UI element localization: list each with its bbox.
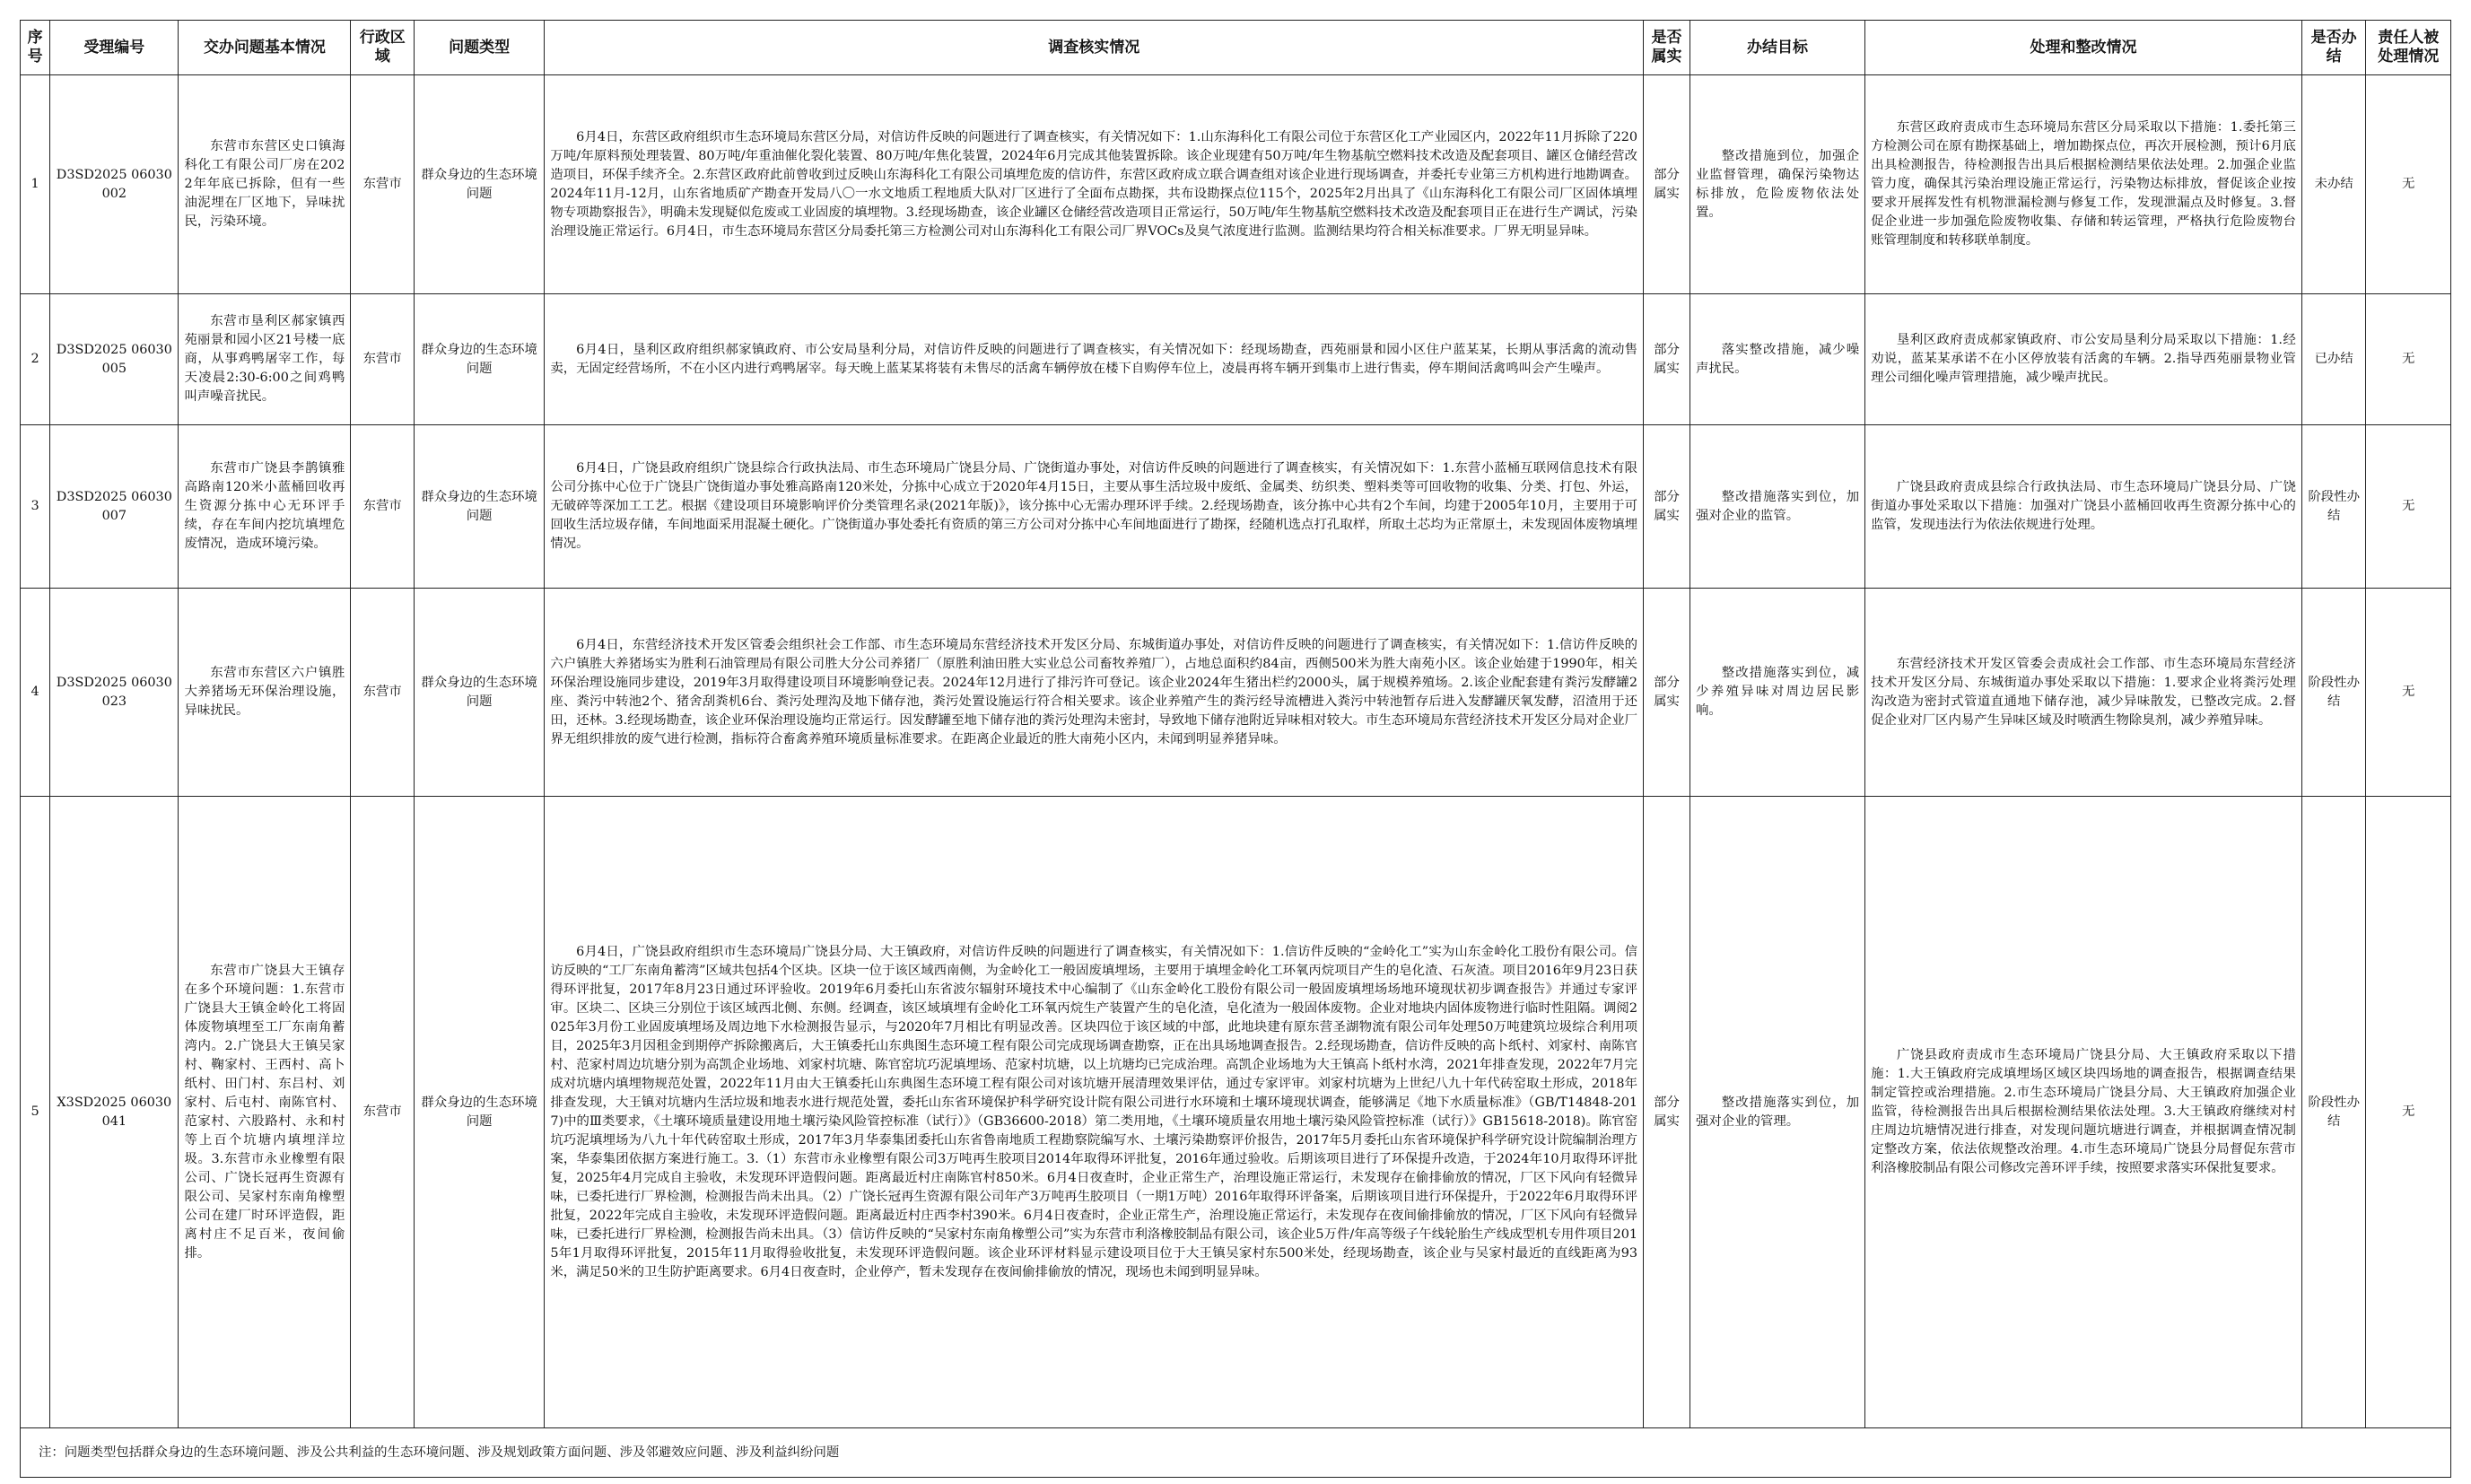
- cell-accountability: 无: [2366, 589, 2451, 797]
- cell-handling: 东营经济技术开发区管委会责成社会工作部、市生态环境局东营经济技术开发区分局、东城街道办事处采取以下措施：1.要求企业将粪污处理沟改造为密封式管道直通地下储存池，减少异味散发，已整改完成。2.督促企业对厂区内易产生异味区域及时喷洒生物除臭剂，减少养殖异味。: [1865, 589, 2302, 797]
- cell-done: 阶段性办结: [2301, 589, 2366, 797]
- table-row: [21, 294, 2451, 425]
- header-investigation: 调查核实情况: [545, 21, 1644, 75]
- cell-handling: 广饶县政府责成市生态环境局广饶县分局、大王镇政府采取以下措施：1.大王镇政府完成填埋场区域区块四场地的调查报告，根据调查结果制定管控或治理措施。2.市生态环境局广饶县分局、大王镇政府加强企业监管，待检测报告出具后根据检测结果依法处理。3.大王镇政府继续对村庄周边坑塘情况进行排查，对发现问题坑塘进行调查，并根据调查情况制定整改方案，依法依规整改治理。4.市生态环境局广饶县分局督促东营市利洛橡胶制品有限公司修改完善环评手续，按照要求落实环保批复要求。: [1865, 797, 2302, 1428]
- cell-verified: 部分属实: [1644, 294, 1690, 425]
- header-verified: 是否属实: [1644, 21, 1690, 75]
- cell-goal: 整改措施落实到位，加强对企业的监管。: [1690, 425, 1864, 589]
- cell-investigation: 6月4日，东营经济技术开发区管委会组织社会工作部、市生态环境局东营经济技术开发区分局、东城街道办事处，对信访件反映的问题进行了调查核实，有关情况如下：1.信访件反映的六户镇胜大养猪场实为胜利石油管理局有限公司胜大分公司养猪厂（原胜利油田胜大实业总公司畜牧养殖厂），占地总面积约84亩，西侧500米为胜大南苑小区。该企业始建于1990年，相关环保治理设施同步建设，2019年3月取得建设项目环境影响登记表。2024年12月进行了排污许可登记。该企业2024年生猪出栏约2000头，属于规模养殖场。2.该企业配套建有粪污发酵罐2座、粪污中转池2个、猪舍刮粪机6台、粪污处理沟及地下储存池，粪污处置设施运行符合相关要求。该企业养殖产生的粪污经导流槽进入粪污中转池暂存后进入发酵罐厌氧发酵，沼渣用于还田，还林。3.经现场勘查，该企业环保治理设施均正常运行。因发酵罐至地下储存池的粪污处理沟未密封，导致地下储存池附近异味相对较大。市生态环境局东营经济技术开发区分局对企业厂界无组织排放的废气进行检测，指标符合畜禽养殖环境质量标准要求。在距离企业最近的胜大南苑小区内，未闻到明显养猪异味。: [545, 589, 1644, 797]
- cell-goal: 整改措施落实到位，减少养殖异味对周边居民影响。: [1690, 589, 1864, 797]
- cell-verified: 部分属实: [1644, 425, 1690, 589]
- cell-type: 群众身边的生态环境问题: [415, 294, 545, 425]
- cell-issue: 东营市东营区史口镇海科化工有限公司厂房在2022年年底已拆除，但有一些油泥埋在厂区地下，异味扰民，污染环境。: [179, 75, 351, 294]
- cell-no: 4: [21, 589, 50, 797]
- table-note-row: [21, 1428, 2451, 1478]
- cell-no: 3: [21, 425, 50, 589]
- cell-investigation: 6月4日，广饶县政府组织市生态环境局广饶县分局、大王镇政府，对信访件反映的问题进行了调查核实，有关情况如下：1.信访件反映的“金岭化工”实为山东金岭化工股份有限公司。信访反映的“工厂东南角蓄湾”区域共包括4个区块。区块一位于该区域西南侧，为金岭化工一般固废填埋场，主要用于填埋金岭化工环氧丙烷项目产生的皂化渣、石灰渣。项目2016年9月23日获得环评批复，2017年8月23日通过环评验收。2019年6月委托山东省波尔辐射环境技术中心编制了《山东金岭化工股份有限公司一般固废填埋场场地环境现状初步调查报告》并通过专家评审。区块二、区块三分别位于该区域西北侧、东侧。经调查，该区域填埋有金岭化工环氧丙烷生产装置产生的皂化渣，皂化渣为一般固体废物。企业对地块内固体废物进行临时性阻隔。调阅2025年3月份工业固废填埋场及周边地下水检测报告显示，与2020年7月相比有明显改善。区块四位于该区域的中部，此地块建有原东营圣湖物流有限公司年处理50万吨建筑垃圾综合利用项目，2025年3月因租金到期停产拆除搬离后，大王镇委托山东典图生态环境工程有限公司完成现场调查勘察，正在出具场地调查报告。2.经现场勘查，信访件反映的高卜纸村、刘家村、南陈官村、范家村周边坑塘分别为高凯企业场地、刘家村坑塘、陈官窑坑巧泥填埋场、范家村坑塘，以上坑塘均已完成治理。高凯企业场地为大王镇高卜纸村水湾，2021年排查发现，2022年7月完成对坑塘内填埋物规范处置，2022年11月由大王镇委托山东典图生态环境工程有限公司对该坑塘开展清理效果评估，通过专家评审。刘家村坑塘为上世纪八九十年代砖窑取土形成，2018年排查发现，大王镇对坑塘内生活垃圾和地表水进行规范处置，委托山东省环境保护科学研究设计院有限公司进行水环境和土壤环境现状调查，能够满足《地下水质量标准》（GB/T14848-2017)中的Ⅲ类要求，《土壤环境质量建设用地土壤污染风险管控标准（试行）》（GB36600-2018）第二类用地，《土壤环境质量农用地土壤污染风险管控标准（试行）》GB15618-2018)。陈官窑坑巧泥填埋场为八九十年代砖窑取土形成，2017年3月华泰集团委托山东省鲁南地质工程勘察院编写水、土壤污染勘察评价报告，2017年5月委托山东省环境保护科学研究设计院编制治理方案，华泰集团依据方案进行施工。3.（1）东营市永业橡塑有限公司3万吨再生胶项目2014年取得环评批复，2016年通过验收。后期该项目进行了环保提升改造，于2024年10月取得环评批复，2025年4月完成自主验收，未发现环评造假问题。距离最近村庄南陈官村850米。6月4日夜查时，企业正常生产，治理设施正常运行，未发现存在偷排偷放的情况，厂区下风向有轻微异味，已委托进行厂界检测，检测报告尚未出具。（2）广饶长冠再生资源有限公司年产3万吨再生胶项目（一期1万吨）2016年取得环评备案，后期该项目进行环保提升，于2022年6月取得环评批复，2022年完成自主验收，未发现环评造假问题。距离最近村庄西李村390米。6月4日夜查时，企业正常生产，治理设施正常运行，未发现存在夜间偷排偷放的情况，厂区下风向有轻微异味，已委托进行厂界检测，检测报告尚未出具。（3）信访件反映的“吴家村东南角橡塑公司”实为东营市利洛橡胶制品有限公司，该企业5万件/年高等级子午线轮胎生产线成型机专用件项目2015年1月取得环评批复，2015年11月取得验收批复，未发现环评造假问题。该企业环评材料显示建设项目位于大王镇吴家村东500米处，经现场勘查，该企业与吴家村最近的直线距离为93米，满足50米的卫生防护距离要求。6月4日夜查时，企业停产，暂未发现存在夜间偷排偷放的情况，现场也未闻到明显异味。: [545, 797, 1644, 1428]
- cell-accountability: 无: [2366, 425, 2451, 589]
- cell-issue: 东营市广饶县李鹊镇雅高路南120米小蓝桶回收再生资源分拣中心无环评手续，存在车间内挖坑填埋危废情况，造成环境污染。: [179, 425, 351, 589]
- table-note: 注：问题类型包括群众身边的生态环境问题、涉及公共利益的生态环境问题、涉及规划政策方面问题、涉及邻避效应问题、涉及利益纠纷问题: [21, 1428, 2451, 1478]
- cell-region: 东营市: [351, 75, 415, 294]
- cell-no: 5: [21, 797, 50, 1428]
- cell-goal: 落实整改措施，减少噪声扰民。: [1690, 294, 1864, 425]
- cell-done: 阶段性办结: [2301, 797, 2366, 1428]
- cell-code: D3SD2025 06030005: [50, 294, 179, 425]
- cell-verified: 部分属实: [1644, 797, 1690, 1428]
- cell-region: 东营市: [351, 797, 415, 1428]
- cell-investigation: 6月4日，东营区政府组织市生态环境局东营区分局，对信访件反映的问题进行了调查核实，有关情况如下：1.山东海科化工有限公司位于东营区化工产业园区内，2022年11月拆除了220万吨/年原料预处理装置、80万吨/年重油催化裂化装置、80万吨/年焦化装置，2024年6月完成其他装置拆除。该企业现建有50万吨/年生物基航空燃料技术改造及配套项目、罐区仓储经营改造项目，环保手续齐全。2.东营区政府此前曾收到过反映山东海科化工有限公司填埋危废的信访件，东营区政府成立联合调查组对该企业进行现场调查，并委托专业第三方机构进行地勘调查。2024年11月-12月，山东省地质矿产勘查开发局八〇一水文地质工程地质大队对厂区进行了全面布点勘探，共布设勘探点位115个，2025年2月出具了《山东海科化工有限公司厂区固体填埋物专项勘察报告》，明确未发现疑似危废或工业固废的填埋物。3.经现场勘查，该企业罐区仓储经营改造项目正常运行，50万吨/年生物基航空燃料技术改造及配套项目正在进行生产调试，污染治理设施正常运行。6月4日，市生态环境局东营区分局委托第三方检测公司对山东海科化工有限公司厂界VOCs及臭气浓度进行监测。监测结果均符合相关标准要求。厂界无明显异味。: [545, 75, 1644, 294]
- cell-issue: 东营市东营区六户镇胜大养猪场无环保治理设施，异味扰民。: [179, 589, 351, 797]
- cell-investigation: 6月4日，广饶县政府组织广饶县综合行政执法局、市生态环境局广饶县分局、广饶街道办事处，对信访件反映的问题进行了调查核实，有关情况如下：1.东营小蓝桶互联网信息技术有限公司分拣中心位于广饶县广饶街道办事处雅高路南120米处，分拣中心成立于2020年4月15日，主要从事生活垃圾中废纸、金属类、纺织类、塑料类等可回收物的收集、分类、打包、外运，无破碎等深加工工艺。根据《建设项目环境影响评价分类管理名录(2021年版)》，该分拣中心无需办理环评手续。2.经现场勘查，该分拣中心共有2个车间，均建于2005年10月，主要用于可回收生活垃圾存储，车间地面采用混凝土硬化。广饶街道办事处委托有资质的第三方公司对分拣中心车间地面进行了勘探，经随机选点打孔取样，所取土芯均为正常原土，未发现固体废物填埋情况。: [545, 425, 1644, 589]
- header-accountability: 责任人被处理情况: [2366, 21, 2451, 75]
- table-row: [21, 425, 2451, 589]
- cell-done: 已办结: [2301, 294, 2366, 425]
- cell-handling: 垦利区政府责成郝家镇政府、市公安局垦利分局采取以下措施：1.经劝说，蓝某某承诺不在小区停放装有活禽的车辆。2.指导西苑丽景物业管理公司细化噪声管理措施，减少噪声扰民。: [1865, 294, 2302, 425]
- cell-verified: 部分属实: [1644, 589, 1690, 797]
- cell-no: 1: [21, 75, 50, 294]
- cell-handling: 东营区政府责成市生态环境局东营区分局采取以下措施：1.委托第三方检测公司在原有勘探基础上，增加勘探点位，再次开展检测，预计6月底出具检测报告，待检测报告出具后根据检测结果依法处理。2.加强企业监管力度，确保其污染治理设施正常运行，污染物达标排放，督促该企业按要求开展挥发性有机物泄漏检测与修复工作，发现泄漏点及时修复。3.督促企业进一步加强危险废物收集、存储和转运管理，严格执行危险废物台账管理制度和转移联单制度。: [1865, 75, 2302, 294]
- cell-region: 东营市: [351, 425, 415, 589]
- table-row: [21, 75, 2451, 294]
- header-handling: 处理和整改情况: [1865, 21, 2302, 75]
- cell-accountability: 无: [2366, 75, 2451, 294]
- cell-investigation: 6月4日，垦利区政府组织郝家镇政府、市公安局垦利分局，对信访件反映的问题进行了调查核实，有关情况如下：经现场勘查，西苑丽景和园小区住户蓝某某，长期从事活禽的流动售卖，无固定经营场所，不在小区内进行鸡鸭屠宰。每天晚上蓝某某将装有未售尽的活禽车辆停放在楼下自购停车位上，凌晨再将车辆开到集市上进行售卖，停车期间活禽鸣叫会产生噪声。: [545, 294, 1644, 425]
- cell-accountability: 无: [2366, 294, 2451, 425]
- cell-type: 群众身边的生态环境问题: [415, 75, 545, 294]
- cell-done: 未办结: [2301, 75, 2366, 294]
- cell-verified: 部分属实: [1644, 75, 1690, 294]
- cell-code: D3SD2025 06030023: [50, 589, 179, 797]
- cell-region: 东营市: [351, 589, 415, 797]
- table-header-row: [21, 21, 2451, 75]
- cell-issue: 东营市垦利区郝家镇西苑丽景和园小区21号楼一底商，从事鸡鸭屠宰工作，每天凌晨2:30-6:00之间鸡鸭叫声噪音扰民。: [179, 294, 351, 425]
- header-region: 行政区域: [351, 21, 415, 75]
- cell-done: 阶段性办结: [2301, 425, 2366, 589]
- header-type: 问题类型: [415, 21, 545, 75]
- issue-table: [20, 20, 2451, 1478]
- cell-no: 2: [21, 294, 50, 425]
- header-goal: 办结目标: [1690, 21, 1864, 75]
- cell-type: 群众身边的生态环境问题: [415, 797, 545, 1428]
- cell-goal: 整改措施到位，加强企业监督管理，确保污染物达标排放，危险废物依法处置。: [1690, 75, 1864, 294]
- cell-type: 群众身边的生态环境问题: [415, 589, 545, 797]
- cell-handling: 广饶县政府责成县综合行政执法局、市生态环境局广饶县分局、广饶街道办事处采取以下措施：加强对广饶县小蓝桶回收再生资源分拣中心的监管，发现违法行为依法依规进行处理。: [1865, 425, 2302, 589]
- cell-code: D3SD2025 06030007: [50, 425, 179, 589]
- cell-code: X3SD2025 06030041: [50, 797, 179, 1428]
- cell-goal: 整改措施落实到位，加强对企业的管理。: [1690, 797, 1864, 1428]
- cell-accountability: 无: [2366, 797, 2451, 1428]
- header-done: 是否办结: [2301, 21, 2366, 75]
- header-no: 序号: [21, 21, 50, 75]
- header-code: 受理编号: [50, 21, 179, 75]
- cell-issue: 东营市广饶县大王镇存在多个环境问题：1.东营市广饶县大王镇金岭化工将固体废物填埋至工厂东南角蓄湾内。2.广饶县大王镇吴家村、鞠家村、王西村、高卜纸村、田门村、东吕村、刘家村、后屯村、南陈官村、范家村、六股路村、永和村等上百个坑塘内填埋洋垃圾。3.东营市永业橡塑有限公司、广饶长冠再生资源有限公司、吴家村东南角橡塑公司在建厂时环评造假，距离村庄不足百米，夜间偷排。: [179, 797, 351, 1428]
- table-row: [21, 589, 2451, 797]
- header-issue: 交办问题基本情况: [179, 21, 351, 75]
- cell-code: D3SD2025 06030002: [50, 75, 179, 294]
- table-row: [21, 797, 2451, 1428]
- cell-type: 群众身边的生态环境问题: [415, 425, 545, 589]
- cell-region: 东营市: [351, 294, 415, 425]
